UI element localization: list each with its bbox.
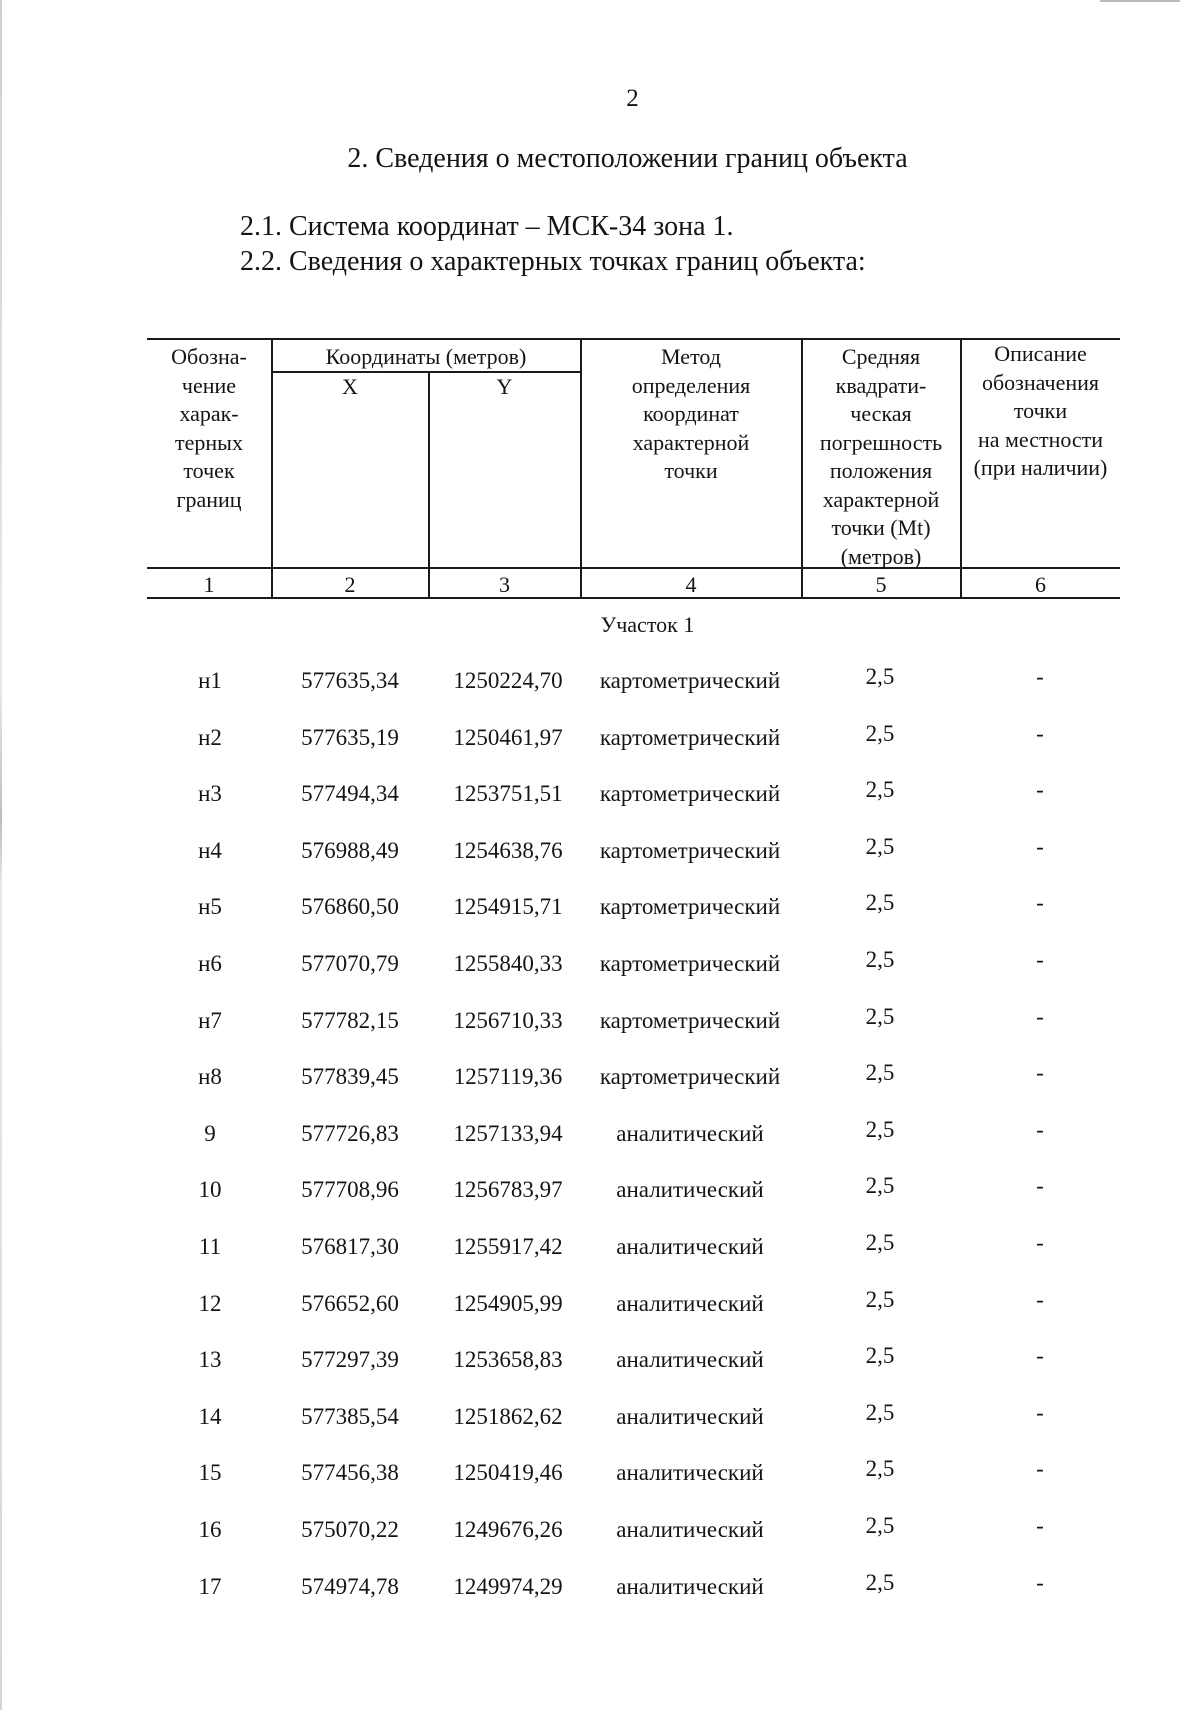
header-line: Описание xyxy=(994,341,1087,366)
coord-x: 574974,78 xyxy=(301,1574,399,1599)
point-id: н4 xyxy=(198,838,222,863)
error: 2,5 xyxy=(865,1343,895,1368)
table-row xyxy=(0,890,1200,924)
coord-x: 577070,79 xyxy=(301,951,399,976)
header-line: характерной xyxy=(822,486,940,512)
method: картометрический xyxy=(599,838,781,863)
table-row xyxy=(0,1117,1200,1151)
method: картометрический xyxy=(599,951,781,976)
header-line: на местности xyxy=(977,426,1104,452)
point-id: н3 xyxy=(198,781,222,806)
coord-x: 576817,30 xyxy=(301,1234,399,1259)
description: - xyxy=(1036,721,1044,746)
header-method xyxy=(581,343,801,486)
coord-y: 1253658,83 xyxy=(453,1347,563,1372)
coord-x: 577456,38 xyxy=(301,1460,399,1485)
header-bottom-rule xyxy=(147,567,1120,569)
error: 2,5 xyxy=(865,777,895,802)
coord-x: 577635,34 xyxy=(301,668,399,693)
method: аналитический xyxy=(616,1121,764,1146)
error: 2,5 xyxy=(865,1287,895,1312)
header-line: квадрати- xyxy=(835,372,927,398)
method: аналитический xyxy=(616,1234,764,1259)
point-id: 14 xyxy=(198,1404,222,1429)
header-line: характерной xyxy=(632,429,750,455)
method: картометрический xyxy=(599,894,781,919)
header-y: Y xyxy=(496,374,513,399)
header-line: Метод xyxy=(661,344,721,369)
error: 2,5 xyxy=(865,1230,895,1255)
coord-y: 1254915,71 xyxy=(453,894,563,919)
table-row xyxy=(0,1287,1200,1321)
table-row xyxy=(0,947,1200,981)
description: - xyxy=(1036,1400,1044,1425)
error: 2,5 xyxy=(865,1400,895,1425)
header-line: погрешность xyxy=(819,429,943,455)
point-id: н1 xyxy=(198,668,222,693)
column-number: 2 xyxy=(344,572,356,597)
description: - xyxy=(1036,664,1044,689)
header-line: обозначения xyxy=(981,369,1100,395)
header-coordinates-group: Координаты (метров) xyxy=(325,344,527,369)
description: - xyxy=(1036,1004,1044,1029)
description: - xyxy=(1036,1456,1044,1481)
table-row xyxy=(0,721,1200,755)
method: картометрический xyxy=(599,1008,781,1033)
column-number: 6 xyxy=(1035,572,1046,597)
table-row xyxy=(0,664,1200,698)
column-number: 4 xyxy=(685,572,697,597)
error: 2,5 xyxy=(865,947,895,972)
coord-x: 577708,96 xyxy=(301,1177,399,1202)
table-row xyxy=(0,834,1200,868)
header-line: ческая xyxy=(850,401,912,426)
coord-y: 1251862,62 xyxy=(453,1404,563,1429)
header-line: положения xyxy=(829,458,933,483)
coord-x: 577839,45 xyxy=(301,1064,399,1089)
table-row xyxy=(0,777,1200,811)
coord-x: 577782,15 xyxy=(301,1008,399,1033)
method: аналитический xyxy=(616,1347,764,1372)
coord-y: 1249974,29 xyxy=(453,1574,563,1599)
coordinate-system-line: 2.1. Система координат – МСК-34 зона 1. xyxy=(240,211,734,242)
coord-x: 575070,22 xyxy=(301,1517,399,1542)
header-line: Обозна- xyxy=(171,344,247,369)
description: - xyxy=(1036,1230,1044,1255)
table-row xyxy=(0,1173,1200,1207)
scan-edge-top xyxy=(1100,0,1180,2)
method: картометрический xyxy=(599,668,781,693)
error: 2,5 xyxy=(865,1173,895,1198)
point-id: н5 xyxy=(198,894,222,919)
description: - xyxy=(1036,1287,1044,1312)
coord-y: 1250224,70 xyxy=(453,668,563,693)
description: - xyxy=(1036,1060,1044,1085)
header-line: точек xyxy=(183,458,235,483)
method: картометрический xyxy=(599,725,781,750)
header-line: точки xyxy=(664,458,718,483)
table-row xyxy=(0,1513,1200,1547)
coord-x: 577494,34 xyxy=(301,781,399,806)
method: аналитический xyxy=(616,1517,764,1542)
coord-x: 577726,83 xyxy=(301,1121,399,1146)
error: 2,5 xyxy=(865,1570,895,1595)
coord-y: 1255917,42 xyxy=(453,1234,563,1259)
header-line: координат xyxy=(643,401,739,426)
coord-y: 1250461,97 xyxy=(453,725,563,750)
method: аналитический xyxy=(616,1291,764,1316)
header-line: терных xyxy=(175,429,243,455)
error: 2,5 xyxy=(865,834,895,859)
vrule-2 xyxy=(428,371,430,599)
point-id: н8 xyxy=(198,1064,222,1089)
coord-x: 577635,19 xyxy=(301,725,399,750)
page-number: 2 xyxy=(626,85,639,112)
header-line: определения xyxy=(631,372,751,398)
method: аналитический xyxy=(616,1404,764,1429)
method: аналитический xyxy=(616,1460,764,1485)
coord-y: 1256783,97 xyxy=(453,1177,563,1202)
header-description xyxy=(961,340,1120,483)
coord-y: 1255840,33 xyxy=(453,951,563,976)
point-id: 10 xyxy=(198,1177,222,1202)
point-id: 9 xyxy=(204,1121,216,1146)
boundary-points-heading: 2.2. Сведения о характерных точках границ объекта: xyxy=(240,246,866,277)
error: 2,5 xyxy=(865,1513,895,1538)
column-number: 1 xyxy=(203,572,215,597)
method: картометрический xyxy=(599,1064,781,1089)
method: аналитический xyxy=(616,1177,764,1202)
header-x: X xyxy=(342,374,358,399)
point-id: 15 xyxy=(198,1460,222,1485)
description: - xyxy=(1036,1343,1044,1368)
header-line: (при наличии) xyxy=(973,455,1108,480)
coord-y: 1254638,76 xyxy=(453,838,563,863)
plot-title: Участок 1 xyxy=(600,612,695,637)
coord-y: 1254905,99 xyxy=(453,1291,563,1316)
description: - xyxy=(1036,1570,1044,1595)
description: - xyxy=(1036,1513,1044,1538)
coord-y: 1253751,51 xyxy=(453,781,563,806)
coord-y: 1249676,26 xyxy=(453,1517,563,1542)
point-id: 17 xyxy=(198,1574,222,1599)
header-line: харак- xyxy=(179,401,239,426)
header-line: границ xyxy=(176,486,242,512)
header-line: (метров) xyxy=(840,543,922,569)
coord-x: 576988,49 xyxy=(301,838,399,863)
header-line: Средняя xyxy=(841,344,921,369)
error: 2,5 xyxy=(865,721,895,746)
coord-x: 577297,39 xyxy=(301,1347,399,1372)
description: - xyxy=(1036,1117,1044,1142)
method: картометрический xyxy=(599,781,781,806)
coord-y: 1257133,94 xyxy=(453,1121,563,1146)
table-row xyxy=(0,1343,1200,1377)
description: - xyxy=(1036,1173,1044,1198)
error: 2,5 xyxy=(865,1117,895,1142)
coord-y: 1250419,46 xyxy=(453,1460,563,1485)
point-id: 11 xyxy=(198,1234,222,1259)
table-row xyxy=(0,1400,1200,1434)
header-line: чение xyxy=(181,372,237,398)
coord-x: 577385,54 xyxy=(301,1404,399,1429)
point-id: 12 xyxy=(198,1291,222,1316)
point-id: 13 xyxy=(198,1347,222,1372)
description: - xyxy=(1036,777,1044,802)
description: - xyxy=(1036,834,1044,859)
method: аналитический xyxy=(616,1574,764,1599)
header-mean-square-error xyxy=(802,343,960,571)
point-id: 16 xyxy=(198,1517,222,1542)
description: - xyxy=(1036,890,1044,915)
table-row xyxy=(0,1060,1200,1094)
table-row xyxy=(0,1570,1200,1604)
error: 2,5 xyxy=(865,664,895,689)
coord-x: 576652,60 xyxy=(301,1291,399,1316)
point-id: н7 xyxy=(198,1008,222,1033)
table-row xyxy=(0,1230,1200,1264)
header-point-designation xyxy=(147,343,271,514)
description: - xyxy=(1036,947,1044,972)
point-id: н2 xyxy=(198,725,222,750)
point-id: н6 xyxy=(198,951,222,976)
error: 2,5 xyxy=(865,890,895,915)
error: 2,5 xyxy=(865,1004,895,1029)
column-number: 3 xyxy=(499,572,510,597)
section-title: 2. Сведения о местоположении границ объекта xyxy=(347,143,908,174)
error: 2,5 xyxy=(865,1456,895,1481)
header-line: точки xyxy=(1013,398,1068,423)
coord-y: 1257119,36 xyxy=(453,1064,563,1089)
coord-x: 576860,50 xyxy=(301,894,399,919)
column-number: 5 xyxy=(875,572,887,597)
table-row xyxy=(0,1004,1200,1038)
header-line: точки (Mt) xyxy=(831,515,931,540)
coord-y: 1256710,33 xyxy=(453,1008,563,1033)
error: 2,5 xyxy=(865,1060,895,1085)
table-row xyxy=(0,1456,1200,1490)
